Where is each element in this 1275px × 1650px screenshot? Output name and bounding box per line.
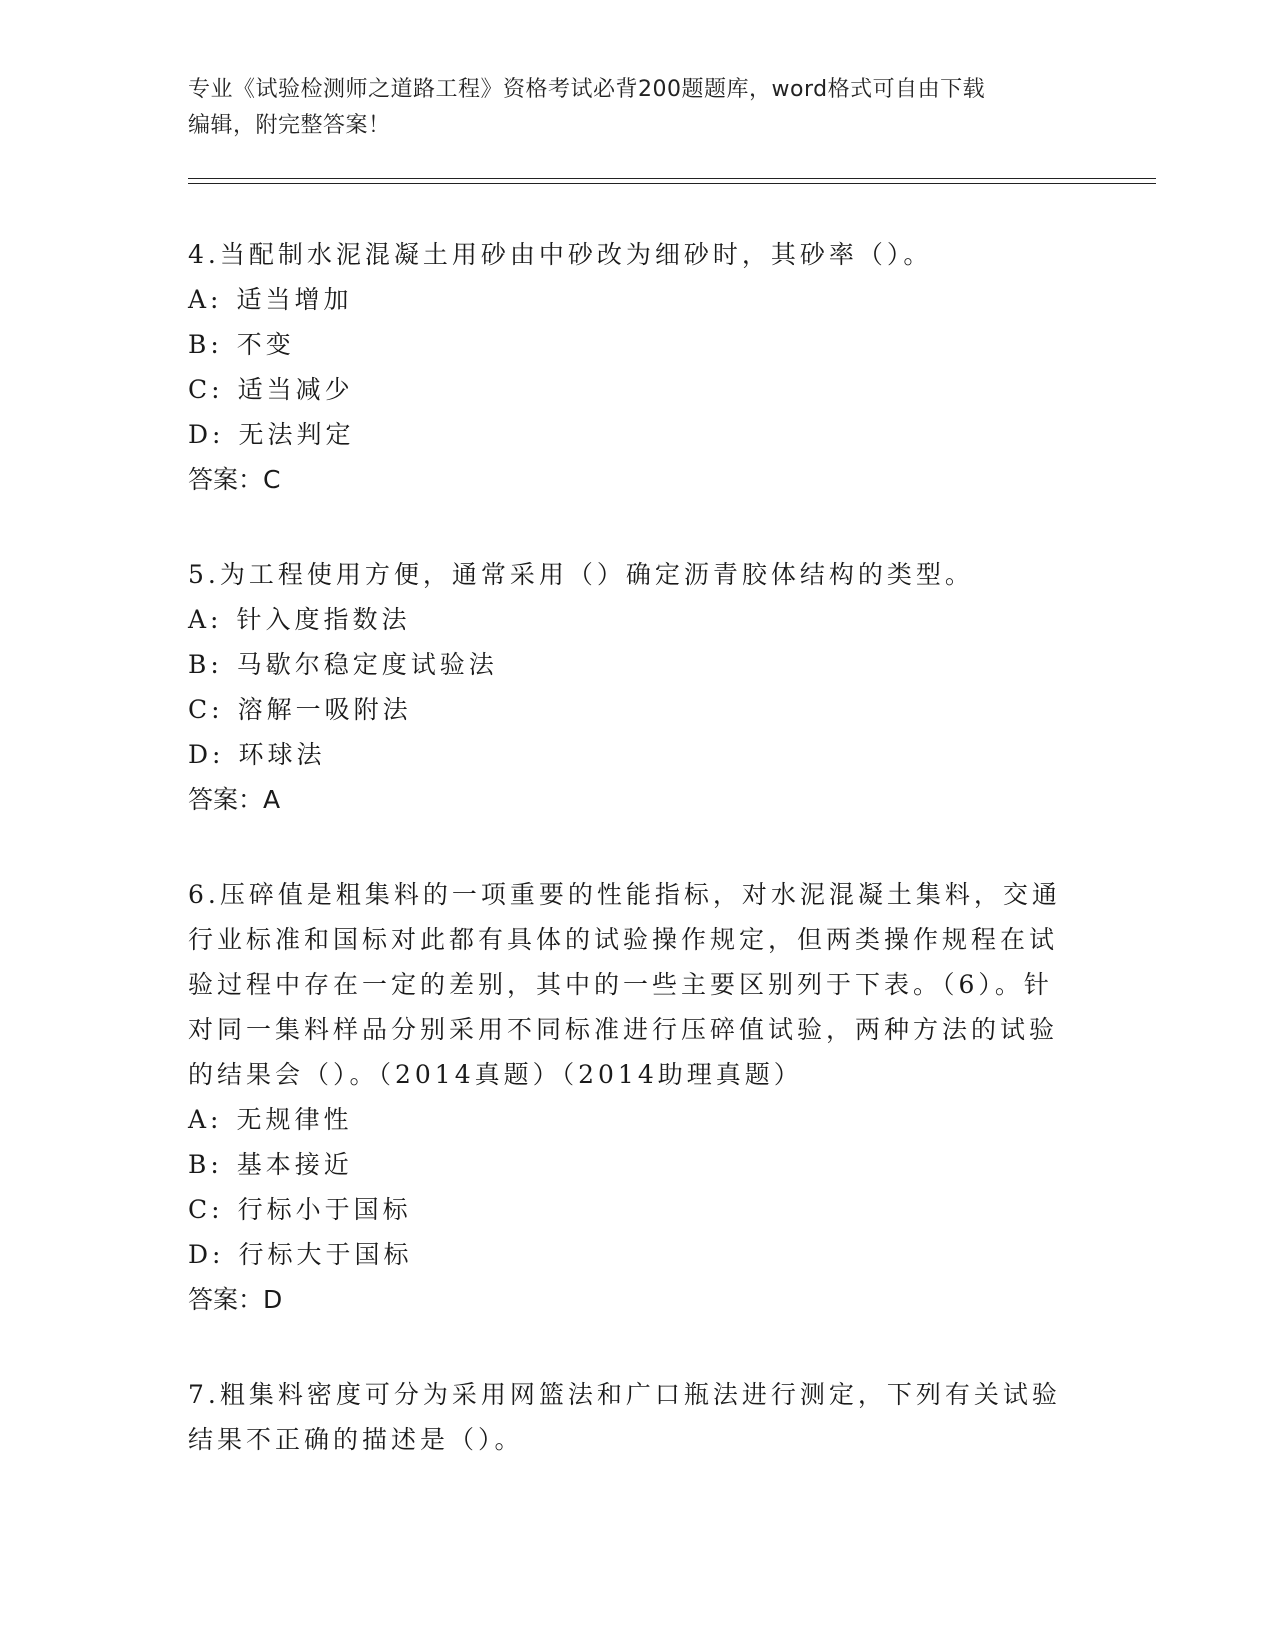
option-text: 溶解一吸附法: [237, 695, 412, 724]
option-key: A:: [188, 605, 223, 634]
option-d: [188, 412, 1088, 457]
option-a: [188, 597, 1088, 642]
question-text-line: 7.粗集料密度可分为采用网篮法和广口瓶法进行测定，下列有关试验: [188, 1380, 1061, 1409]
option-c: [188, 367, 1088, 412]
option-key: D:: [188, 740, 225, 769]
option-text: 适当减少: [237, 375, 354, 404]
option-key: A:: [188, 285, 223, 314]
header-divider-bottom: [188, 183, 1156, 184]
option-key: C:: [188, 695, 224, 724]
option-b: [188, 322, 1088, 367]
question-text: 5.为工程使用方便，通常采用（）确定沥青胶体结构的类型。: [188, 560, 974, 589]
option-key: D:: [188, 1240, 225, 1269]
answer: 答案：A: [188, 785, 281, 814]
option-a: [188, 277, 1088, 322]
option-b: [188, 1142, 1088, 1187]
question-text-line: 行业标准和国标对此都有具体的试验操作规定，但两类操作规程在试: [188, 925, 1059, 954]
option-key: B:: [188, 330, 223, 359]
document-header: [188, 72, 1088, 144]
option-text: 无法判定: [238, 420, 355, 449]
option-text: 适当增加: [236, 285, 353, 314]
question-text-line: 对同一集料样品分别采用不同标准进行压碎值试验，两种方法的试验: [188, 1015, 1059, 1044]
option-text: 行标小于国标: [237, 1195, 412, 1224]
option-text: 不变: [236, 330, 295, 359]
option-key: B:: [188, 650, 223, 679]
option-c: [188, 687, 1088, 732]
header-divider-top: [188, 178, 1156, 179]
question-7: [188, 1372, 1088, 1462]
question-text-line: 6.压碎值是粗集料的一项重要的性能指标，对水泥混凝土集料，交通: [188, 880, 1061, 909]
option-key: C:: [188, 1195, 224, 1224]
option-text: 马歇尔稳定度试验法: [236, 650, 498, 679]
question-text-line: 结果不正确的描述是（）。: [188, 1425, 524, 1454]
question-text-line: 验过程中存在一定的差别，其中的一些主要区别列于下表。（6）。针: [188, 970, 1053, 999]
option-text: 针入度指数法: [236, 605, 411, 634]
option-key: B:: [188, 1150, 223, 1179]
option-key: D:: [188, 420, 225, 449]
option-c: [188, 1187, 1088, 1232]
header-line-1: 专业《试验检测师之道路工程》资格考试必背200题题库，word格式可自由下载: [188, 77, 986, 102]
question-5: [188, 552, 1088, 822]
option-text: 环球法: [238, 740, 326, 769]
option-d: [188, 1232, 1088, 1277]
option-a: [188, 1097, 1088, 1142]
question-4: [188, 232, 1088, 502]
option-text: 基本接近: [236, 1150, 353, 1179]
option-key: A:: [188, 1105, 223, 1134]
answer: 答案：C: [188, 465, 281, 494]
option-d: [188, 732, 1088, 777]
option-key: C:: [188, 375, 224, 404]
answer: 答案：D: [188, 1285, 283, 1314]
option-text: 无规律性: [236, 1105, 353, 1134]
option-b: [188, 642, 1088, 687]
question-text-line: 的结果会（）。（2014真题）（2014助理真题）: [188, 1060, 803, 1089]
question-list: [188, 232, 1088, 1512]
header-line-2: 编辑，附完整答案！: [188, 113, 391, 138]
question-6: [188, 872, 1088, 1322]
option-text: 行标大于国标: [238, 1240, 413, 1269]
question-text: 4.当配制水泥混凝土用砂由中砂改为细砂时，其砂率（）。: [188, 240, 933, 269]
